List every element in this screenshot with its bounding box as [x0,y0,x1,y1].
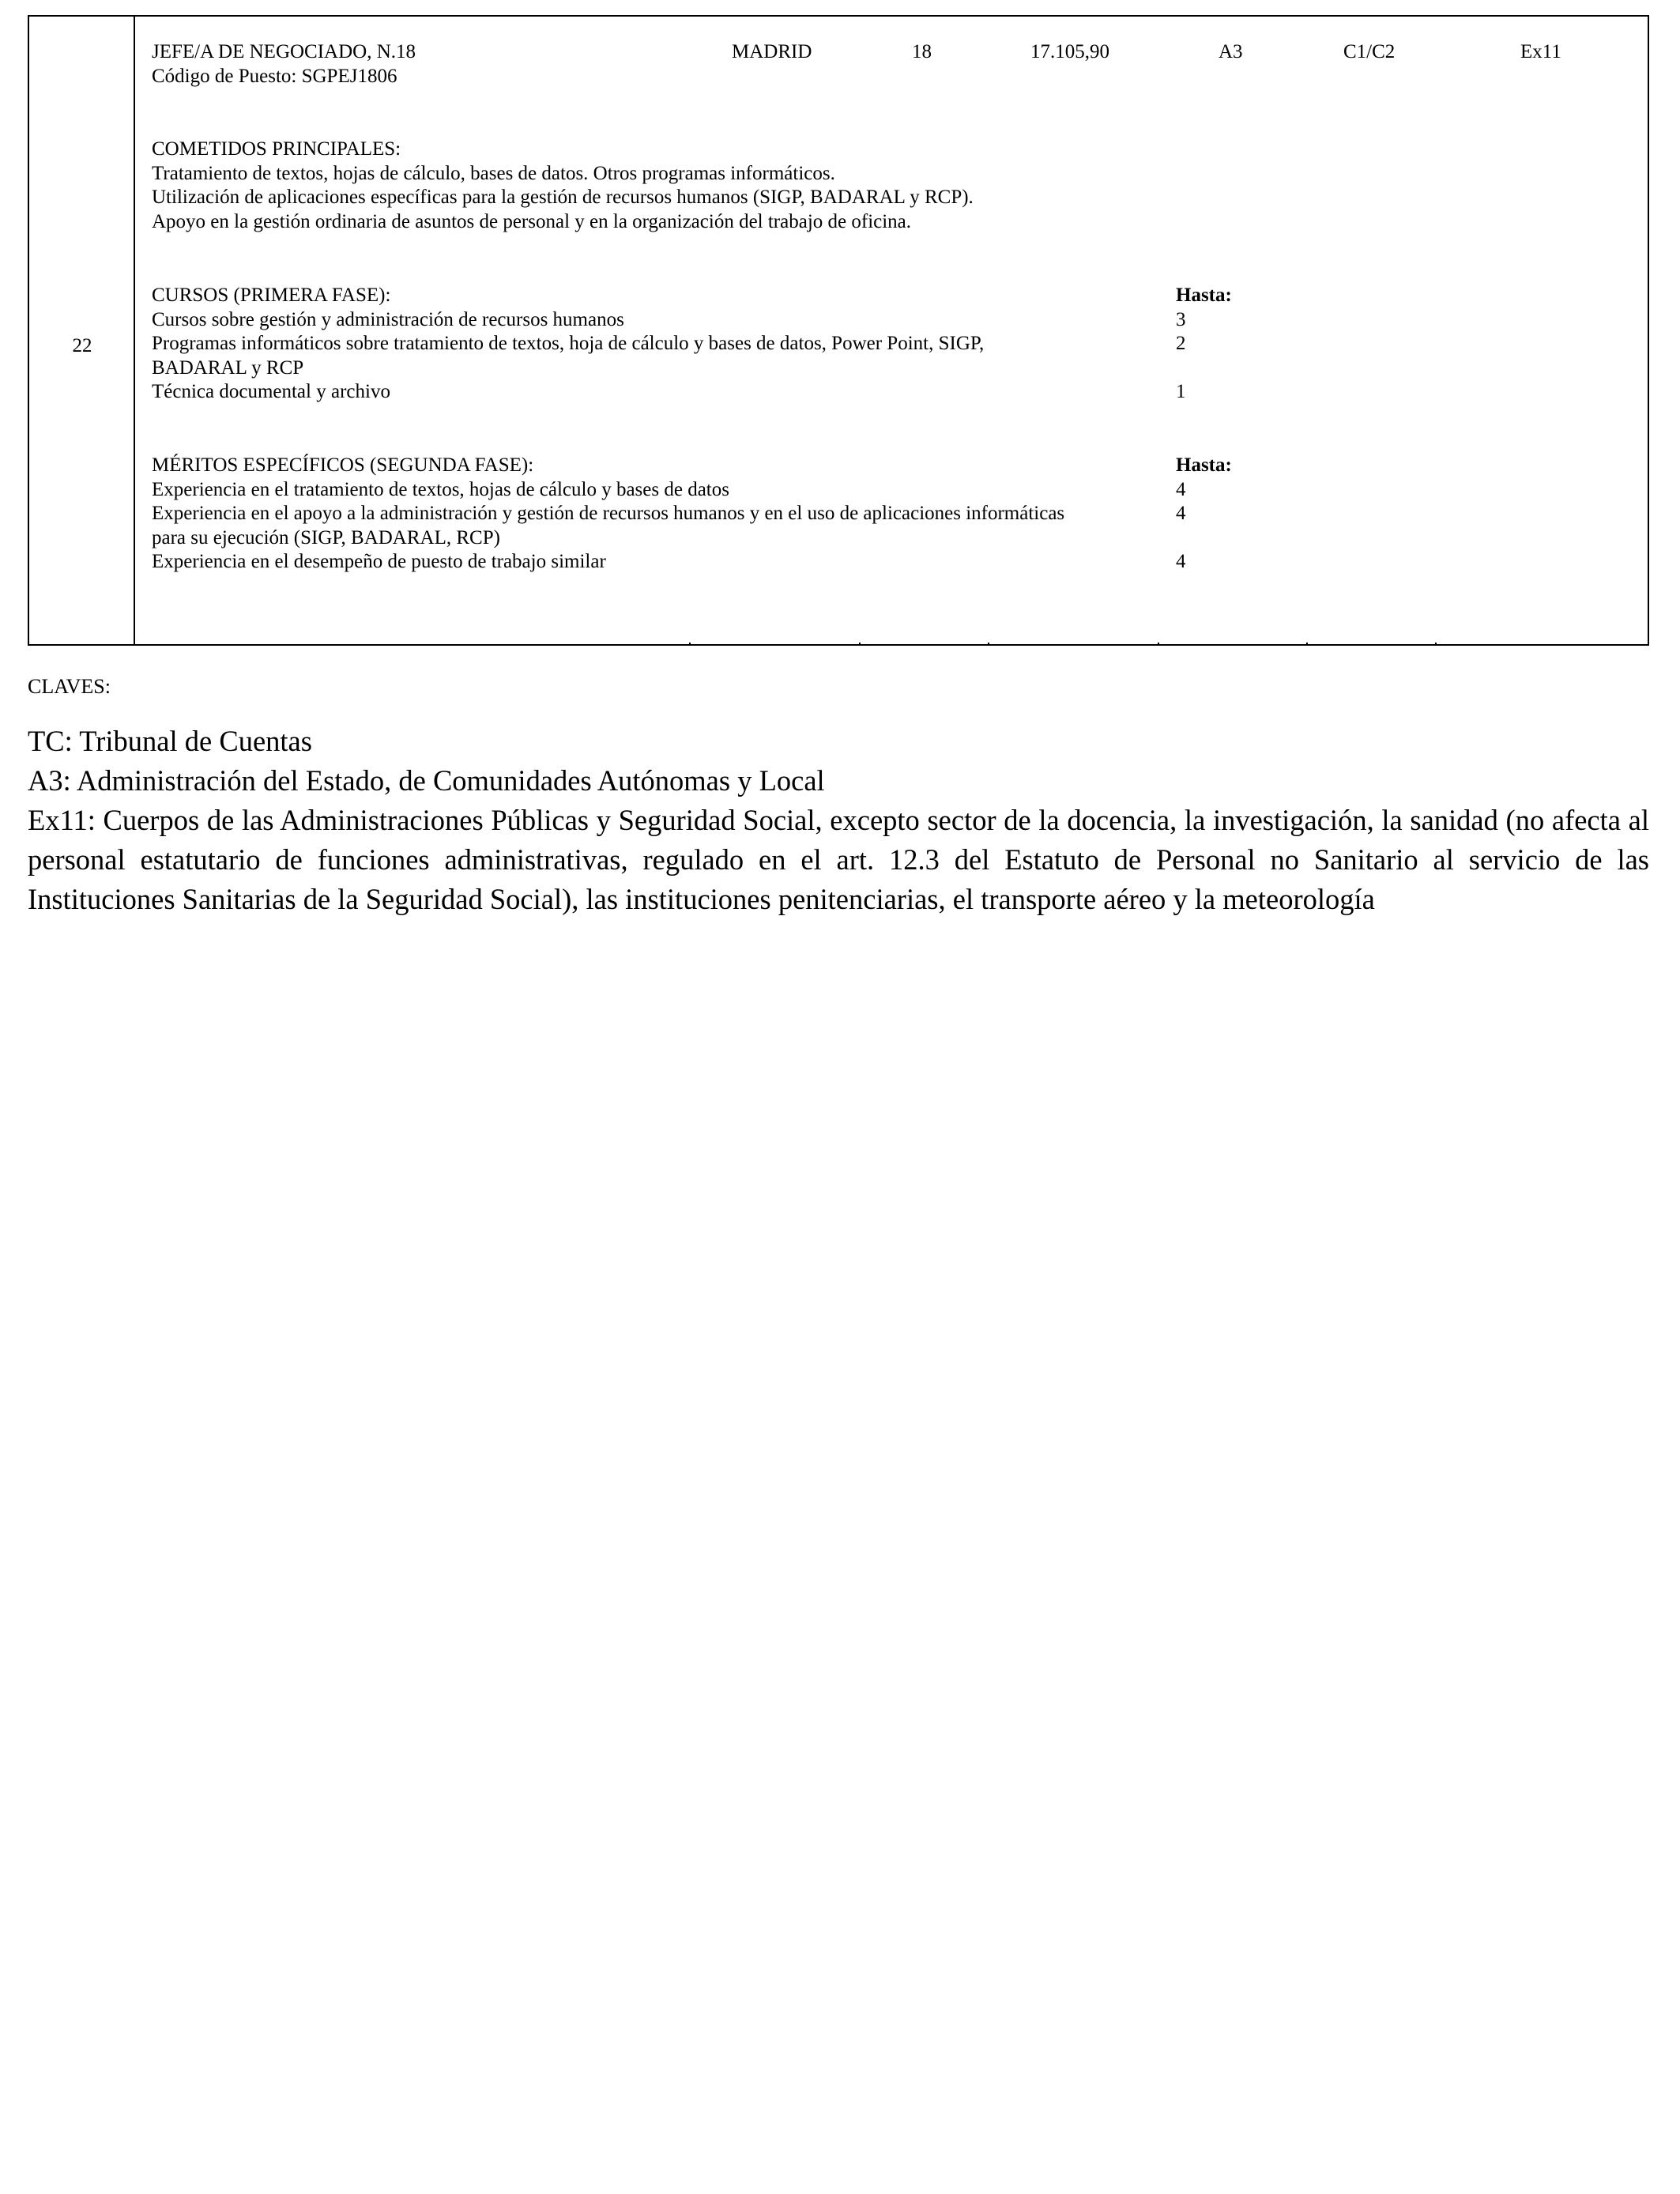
meritos-points [1176,454,1232,575]
cursos-point: 1 [1176,381,1186,402]
column-divider-tick [689,643,691,646]
cometidos-line: Utilización de aplicaciones específicas para la gestión de recursos humanos (SIGP, BADARAL y RCP). [152,187,974,208]
cometidos-line: Apoyo en la gestión ordinaria de asuntos de personal y en la organización del trabajo de oficina. [152,210,912,232]
meritos-section [152,454,1064,575]
group-code: C1/C2 [1343,41,1396,62]
corps-code: Ex11 [1520,41,1561,62]
row-number: 22 [72,335,92,356]
row-number-column [29,17,135,644]
column-divider-tick [1435,643,1437,646]
cursos-section [152,284,984,405]
meritos-points-heading: Hasta: [1176,454,1232,476]
meritos-point: 4 [1176,478,1186,500]
clave-item-a3: A3: Administración del Estado, de Comunidades Autónomas y Local [28,764,825,797]
salary: 17.105,90 [1030,41,1109,62]
meritos-line: Experiencia en el apoyo a la administración y gestión de recursos humanos y en el uso de aplicaciones informáticas [152,503,1065,524]
column-divider-tick [859,643,861,646]
meritos-line: para su ejecución (SIGP, BADARAL, RCP) [152,526,500,548]
meritos-line: Experiencia en el tratamiento de textos, hojas de cálculo y bases de datos [152,478,729,500]
column-divider-tick [988,643,989,646]
meritos-line: Experiencia en el desempeño de puesto de trabajo similar [152,551,606,572]
position-code: Código de Puesto: SGPEJ1806 [152,66,397,87]
cursos-line: Técnica documental y archivo [152,381,390,402]
cursos-point: 3 [1176,308,1186,330]
admin-code: A3 [1219,41,1243,62]
cursos-line: Cursos sobre gestión y administración de recursos humanos [152,308,624,330]
meritos-point: 4 [1176,551,1186,572]
position-title: JEFE/A DE NEGOCIADO, N.18 [152,41,416,62]
meritos-heading: MÉRITOS ESPECÍFICOS (SEGUNDA FASE): [152,454,534,476]
cursos-line: Programas informáticos sobre tratamiento de textos, hoja de cálculo y bases de datos, Power Point, SIGP, [152,333,985,354]
column-divider-tick [1306,643,1308,646]
cometidos-section [152,138,974,234]
cursos-points [1176,284,1232,405]
cursos-point [1176,356,1232,381]
meritos-point [1176,526,1232,551]
cometidos-line: Tratamiento de textos, hojas de cálculo, bases de datos. Otros programas informáticos. [152,162,835,184]
cursos-point: 2 [1176,333,1186,354]
cursos-line: BADARAL y RCP [152,356,304,379]
clave-item-tc: TC: Tribunal de Cuentas [28,725,312,757]
position-table [28,15,1649,646]
claves-heading: CLAVES: [28,675,111,698]
cursos-heading: CURSOS (PRIMERA FASE): [152,285,391,306]
location: MADRID [732,41,812,62]
meritos-point: 4 [1176,503,1186,524]
claves-legend [28,722,1649,919]
clave-item-ex11: Ex11: Cuerpos de las Administraciones Públicas y Seguridad Social, excepto sector de la docencia, la investigación, la sanidad (no afecta al personal estatutario de funciones administrativas, regulado en el art. 12.3 del Estatuto de Personal no Sanitario al servicio de las Instituciones Sanitarias de la Seguridad Social), las instituciones penitenciarias, el transporte aéreo y la meteorología [28,804,1649,915]
cometidos-heading: COMETIDOS PRINCIPALES: [152,138,401,160]
cursos-points-heading: Hasta: [1176,285,1232,306]
level: 18 [912,41,932,62]
column-divider-tick [1158,643,1159,646]
